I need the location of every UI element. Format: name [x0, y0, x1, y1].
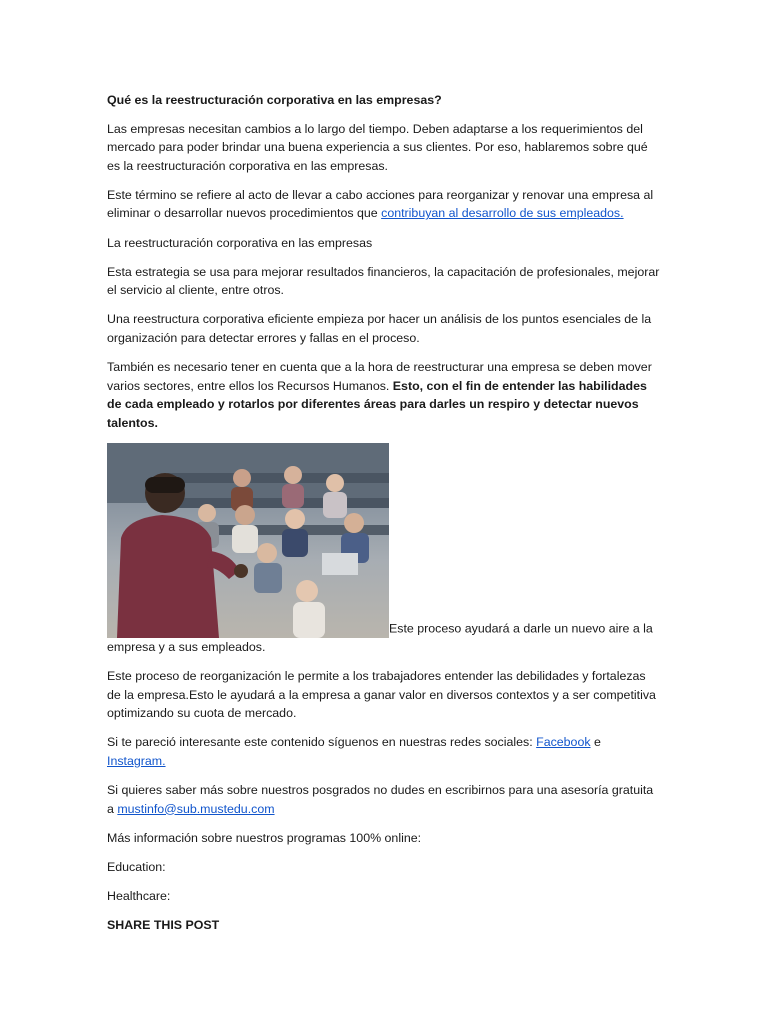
paragraph-analysis: Una reestructura corporativa eficiente empieza por hacer un análisis de los puntos esenciales de la organización para detectar errores y fallas en el proceso. [107, 312, 652, 345]
social-text: Si te pareció interesante este contenido síguenos en nuestras redes sociales: [107, 735, 537, 750]
healthcare-label: Healthcare: [107, 888, 171, 903]
paragraph-reorganization: Este proceso de reorganización le permite a los trabajadores entender las debilidades y fortalezas de la empresa.Esto le ayudará a la empresa a ganar valor en diversos contextos y a ser competitiva optimizando su cuota de mercado. [107, 669, 656, 721]
classroom-photo [107, 443, 389, 638]
definition-text: Este término se refiere al acto de llevar a cabo acciones para reorganizar y renovar una empresa al eliminar o desarrollar nuevos procedimientos que [107, 187, 654, 221]
hr-bold-text: Esto, con el fin de entender las habilidades de cada empleado y rotarlos por diferentes áreas para darles un respiro y detectar nuevos talentos. [107, 378, 647, 430]
share-heading: SHARE THIS POST [107, 917, 220, 932]
image-caption: Este proceso ayudará a darle un nuevo aire a la empresa y a sus empleados. [107, 621, 653, 654]
paragraph-social [107, 733, 662, 770]
contact-text: Si quieres saber más sobre nuestros posgrados no dudes en escribirnos para una asesoría gratuita a [107, 782, 654, 816]
paragraph-hr [107, 358, 662, 432]
instagram-link[interactable]: Instagram. [107, 753, 166, 768]
education-label: Education: [107, 859, 166, 874]
paragraph-programs: Más información sobre nuestros programas 100% online: [107, 830, 422, 845]
email-link[interactable]: mustinfo@sub.mustedu.com [117, 801, 275, 816]
document-body [107, 91, 662, 945]
facebook-link[interactable]: Facebook [536, 735, 591, 750]
image-paragraph [107, 443, 662, 657]
social-and: e [590, 735, 601, 750]
paragraph-definition [107, 186, 662, 223]
paragraph-strategy: Esta estrategia se usa para mejorar resultados financieros, la capacitación de profesionales, mejorar el servicio al cliente, entre otros. [107, 264, 660, 298]
article-title: Qué es la reestructuración corporativa en las empresas? [107, 93, 442, 107]
paragraph-intro: Las empresas necesitan cambios a lo largo del tiempo. Deben adaptarse a los requerimientos del mercado para poder brindar una buena experiencia a sus clientes. Por eso, hablaremos sobre qué es la reestructuración corporativa en las empresas. [107, 121, 648, 173]
paragraph-contact [107, 781, 662, 818]
employees-development-link[interactable]: contribuyan al desarrollo de sus empleados. [381, 206, 624, 221]
section-subheading: La reestructuración corporativa en las empresas [107, 235, 373, 250]
hr-text: También es necesario tener en cuenta que a la hora de reestructurar una empresa se deben mover varios sectores, entre ellos los Recursos Humanos. [107, 360, 652, 393]
